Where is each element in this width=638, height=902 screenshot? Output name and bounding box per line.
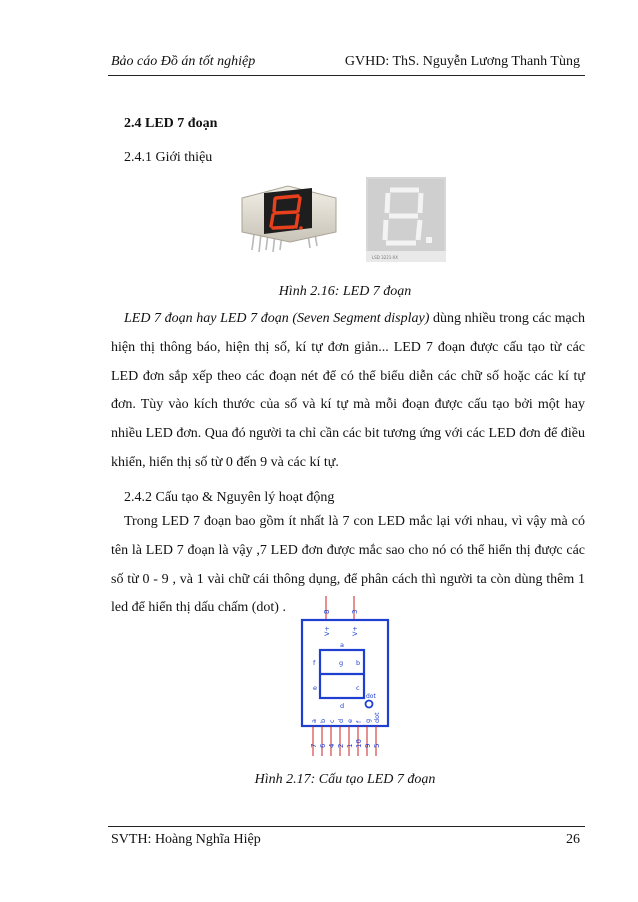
paragraph-structure: Trong LED 7 đoạn bao gồm ít nhất là 7 con LED mắc lại với nhau, vì vậy mà có tên là LED 7 đoạn là vậy ,7 LED đơn được mắc sao cho nó có thể hiển thị được các số từ 0 - 9 , và 1 vài chữ cái thông dụng, để phân cách thì người ta còn dùng thêm 1 led để hiển thị dấu chấm (dot) . — [111, 514, 585, 616]
paragraph-intro — [111, 305, 585, 478]
subsection-intro: 2.4.1 Giới thiệu — [124, 150, 213, 165]
figure2-caption: Hình 2.17: Cấu tạo LED 7 đoạn — [254, 772, 436, 787]
bottom-label-7: dot — [373, 712, 381, 723]
footer-author: SVTH: Hoàng Nghĩa Hiệp — [111, 832, 261, 847]
section-title: 2.4 LED 7 đoạn — [124, 116, 218, 131]
bottom-label-4: e — [346, 719, 354, 723]
segment-f: f — [313, 659, 316, 667]
footer-rule — [108, 826, 585, 827]
svg-text:LSD 3221-XX: LSD 3221-XX — [372, 255, 399, 260]
bottom-label-5: f — [355, 720, 363, 723]
figure1-caption: Hình 2.16: LED 7 đoạn — [278, 284, 412, 299]
dot-label: dot — [366, 693, 376, 700]
segment-b: b — [356, 659, 361, 667]
seven-segment-diagram — [296, 596, 398, 756]
bottom-pin-0: 7 — [310, 743, 318, 748]
bottom-pin-7: 5 — [373, 743, 381, 748]
led-photo-orange — [228, 176, 350, 258]
top-label-v1: V+ — [323, 626, 331, 636]
bottom-label-3: d — [337, 718, 345, 723]
top-pin-8: 8 — [323, 609, 331, 614]
paragraph-intro-lead: LED 7 đoạn hay LED 7 đoạn (Seven Segment display) — [124, 311, 430, 326]
subsection-structure: 2.4.2 Cấu tạo & Nguyên lý hoạt động — [124, 490, 335, 505]
bottom-label-0: a — [310, 719, 318, 723]
bottom-label-2: c — [328, 719, 336, 723]
bottom-pin-6: 9 — [364, 743, 372, 748]
page-number: 26 — [566, 832, 580, 847]
segment-e: e — [313, 684, 317, 692]
bottom-pin-3: 2 — [337, 743, 345, 748]
led-photo-white — [366, 177, 446, 262]
bottom-label-1: b — [319, 718, 327, 723]
bottom-pin-4: 1 — [346, 743, 354, 748]
header-right: GVHD: ThS. Nguyễn Lương Thanh Tùng — [344, 54, 580, 69]
segment-g: g — [339, 659, 344, 667]
top-pin-3: 3 — [351, 609, 359, 614]
segment-d: d — [340, 702, 345, 710]
segment-a: a — [340, 641, 344, 649]
bottom-pin-2: 4 — [328, 743, 336, 748]
segment-c: c — [356, 684, 360, 692]
top-label-v2: V+ — [351, 626, 359, 636]
bottom-pin-5: 10 — [355, 739, 363, 748]
header-rule — [108, 75, 585, 76]
bottom-label-6: g — [364, 718, 372, 723]
bottom-pin-1: 6 — [319, 743, 327, 748]
paragraph-intro-rest: dùng nhiều trong các mạch hiện thị thông báo, hiện thị số, kí tự đơn giản... LED 7 đoạn được cấu tạo từ các LED đơn sắp xếp theo các đoạn nét để có thể biểu diễn các chữ số hoặc các kí tự đơn. Tùy vào kích thước của số và kí tự mà mỗi đoạn được cấu tạo bởi một hay nhiều LED đơn. Qua đó người ta chỉ cần các bit tương ứng với các LED đơn để điều khiển, hiển thị số từ 0 đến 9 và các kí tự. — [111, 311, 585, 470]
header-left: Bảo cáo Đồ án tốt nghiệp — [111, 54, 256, 69]
